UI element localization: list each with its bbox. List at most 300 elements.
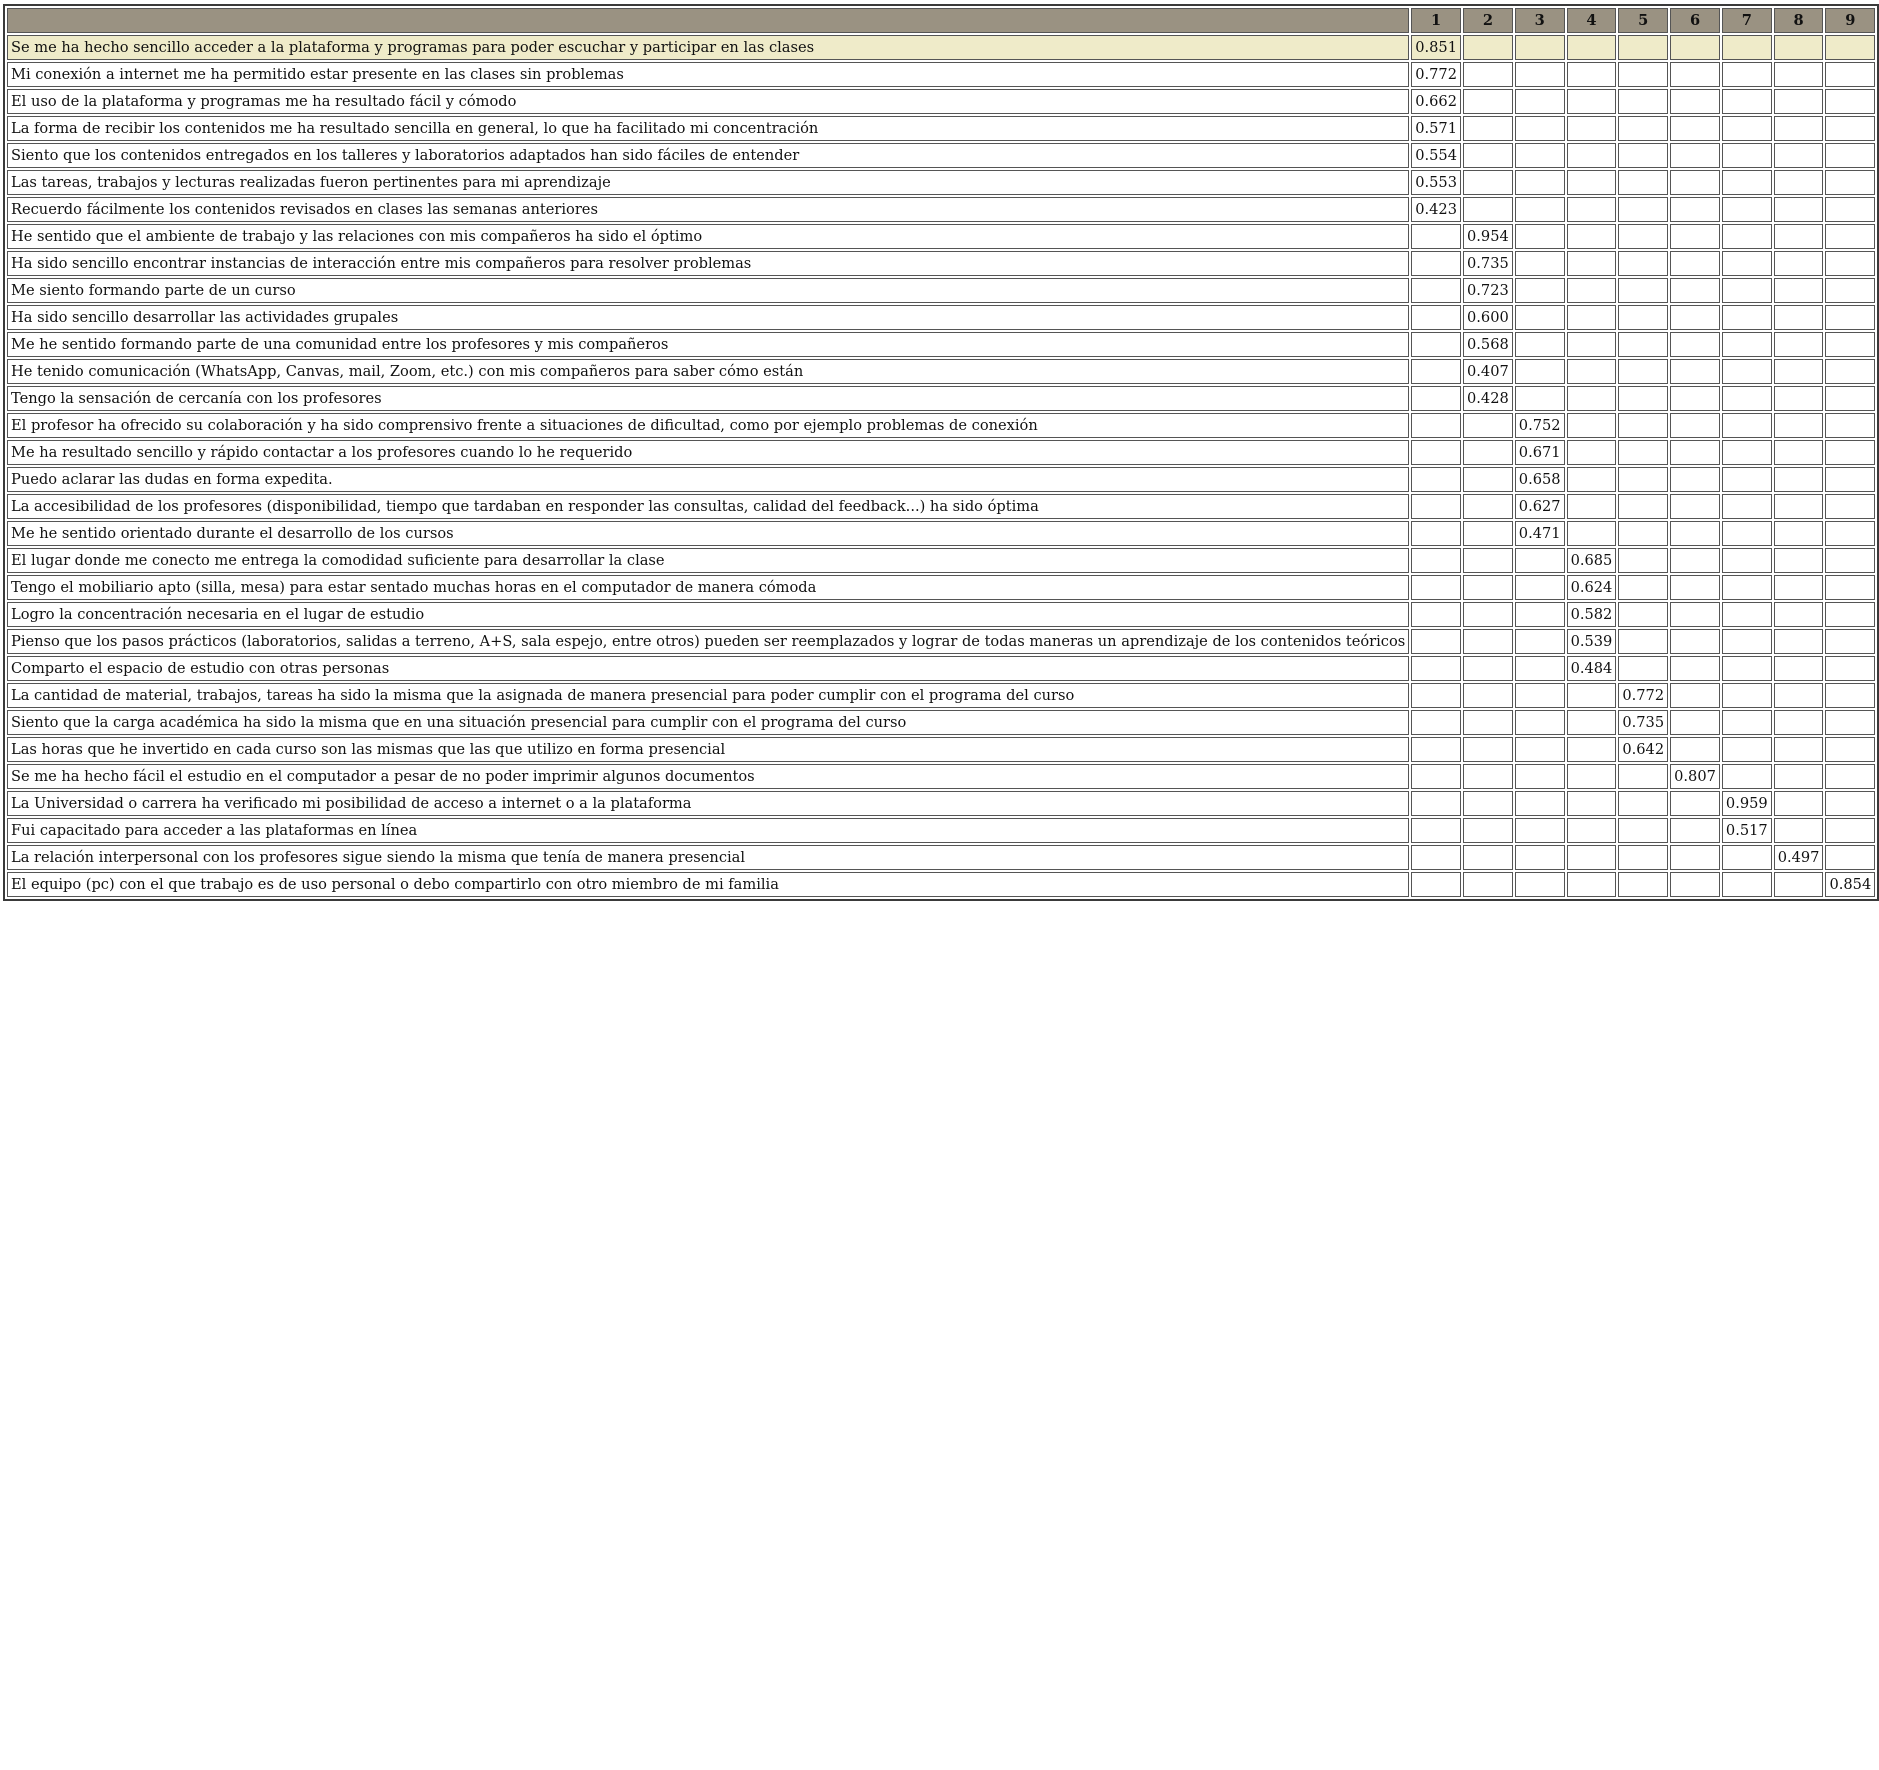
loading-cell [1515,278,1565,303]
loading-cell [1825,62,1875,87]
column-header-3[interactable]: 3 [1515,8,1565,33]
loading-cell [1463,629,1513,654]
loading-cell [1515,872,1565,897]
loading-cell [1722,494,1772,519]
loading-cell [1670,791,1720,816]
loading-cell [1515,35,1565,60]
loading-cell: 0.735 [1463,251,1513,276]
loading-cell [1670,413,1720,438]
loading-cell [1411,413,1461,438]
table-row[interactable] [7,467,1875,492]
loading-cell [1774,251,1824,276]
row-label: Comparto el espacio de estudio con otras personas [7,656,1409,681]
loading-cell [1618,224,1668,249]
loading-cell [1774,764,1824,789]
row-label: Siento que los contenidos entregados en los talleres y laboratorios adaptados han sido fáciles de entender [7,143,1409,168]
loading-cell [1463,143,1513,168]
row-label: He sentido que el ambiente de trabajo y las relaciones con mis compañeros ha sido el óptimo [7,224,1409,249]
loading-cell [1463,521,1513,546]
loading-cell [1567,737,1617,762]
row-label: El equipo (pc) con el que trabajo es de uso personal o debo compartirlo con otro miembro de mi familia [7,872,1409,897]
loading-cell [1515,602,1565,627]
table-row[interactable] [7,872,1875,897]
loading-cell [1722,116,1772,141]
loading-cell [1411,305,1461,330]
loading-cell [1567,845,1617,870]
loading-cell [1722,62,1772,87]
loading-cell [1825,467,1875,492]
table-row[interactable] [7,413,1875,438]
table-row[interactable] [7,143,1875,168]
row-label: Ha sido sencillo desarrollar las actividades grupales [7,305,1409,330]
loading-cell: 0.772 [1411,62,1461,87]
loading-cell [1411,737,1461,762]
loading-cell [1670,845,1720,870]
loading-cell [1722,845,1772,870]
row-label: Me siento formando parte de un curso [7,278,1409,303]
loading-cell [1515,548,1565,573]
table-row[interactable] [7,440,1875,465]
loading-cell [1825,278,1875,303]
loading-cell [1463,872,1513,897]
column-header-8[interactable]: 8 [1774,8,1824,33]
loading-cell [1670,251,1720,276]
loading-cell [1722,332,1772,357]
loading-cell [1411,872,1461,897]
loading-cell [1567,143,1617,168]
loading-cell [1670,656,1720,681]
loading-cell: 0.854 [1825,872,1875,897]
column-header-5[interactable]: 5 [1618,8,1668,33]
row-label: Tengo el mobiliario apto (silla, mesa) para estar sentado muchas horas en el computador de manera cómoda [7,575,1409,600]
loading-cell [1670,602,1720,627]
loading-cell [1463,818,1513,843]
loading-cell [1618,278,1668,303]
table-row[interactable] [7,656,1875,681]
row-label: La cantidad de material, trabajos, tareas ha sido la misma que la asignada de manera presencial para poder cumplir con el programa del curso [7,683,1409,708]
loading-cell [1722,251,1772,276]
column-header-4[interactable]: 4 [1567,8,1617,33]
loading-cell [1670,872,1720,897]
loading-cell [1567,197,1617,222]
table-row[interactable] [7,116,1875,141]
loading-cell [1722,656,1772,681]
loading-cell [1825,116,1875,141]
row-label: Fui capacitado para acceder a las plataformas en línea [7,818,1409,843]
loading-cell [1670,359,1720,384]
table-row[interactable] [7,494,1875,519]
loading-cell [1411,251,1461,276]
loading-cell [1618,251,1668,276]
loading-cell [1722,89,1772,114]
loading-cell [1774,440,1824,465]
loading-cell [1825,629,1875,654]
table-row[interactable] [7,359,1875,384]
loading-cell [1567,413,1617,438]
loading-cell [1825,548,1875,573]
loading-cell [1618,575,1668,600]
loading-cell [1722,602,1772,627]
table-row[interactable] [7,89,1875,114]
loading-cell: 0.568 [1463,332,1513,357]
loading-cell [1722,710,1772,735]
loading-cell [1774,602,1824,627]
row-label: Ha sido sencillo encontrar instancias de interacción entre mis compañeros para resolver problemas [7,251,1409,276]
table-row[interactable] [7,278,1875,303]
loading-cell [1774,818,1824,843]
loading-cell: 0.553 [1411,170,1461,195]
loading-cell [1515,575,1565,600]
loading-cell [1722,197,1772,222]
row-label: El lugar donde me conecto me entrega la comodidad suficiente para desarrollar la clase [7,548,1409,573]
loading-cell [1774,494,1824,519]
loading-cell [1825,170,1875,195]
row-label: Las horas que he invertido en cada curso son las mismas que las que utilizo en forma presencial [7,737,1409,762]
loading-cell [1463,413,1513,438]
loading-cell [1825,386,1875,411]
row-label: Puedo aclarar las dudas en forma expedita. [7,467,1409,492]
loading-cell [1618,143,1668,168]
row-label: Las tareas, trabajos y lecturas realizadas fueron pertinentes para mi aprendizaje [7,170,1409,195]
loading-cell [1618,359,1668,384]
loading-cell [1722,467,1772,492]
column-header-7[interactable]: 7 [1722,8,1772,33]
loading-cell [1567,710,1617,735]
loading-cell [1670,116,1720,141]
loading-cell [1567,359,1617,384]
loading-cell: 0.484 [1567,656,1617,681]
loading-cell [1463,737,1513,762]
loading-cell [1463,764,1513,789]
loading-cell [1774,791,1824,816]
loading-cell [1411,224,1461,249]
loading-cell [1411,575,1461,600]
loading-cell [1670,440,1720,465]
loading-cell: 0.423 [1411,197,1461,222]
loading-cell: 0.658 [1515,467,1565,492]
loading-cell [1774,710,1824,735]
loading-cell [1825,683,1875,708]
loading-cell [1722,548,1772,573]
loading-cell [1567,116,1617,141]
loading-cell [1463,494,1513,519]
loading-cell [1670,818,1720,843]
loading-cell [1515,629,1565,654]
loading-cell: 0.471 [1515,521,1565,546]
loading-cell [1618,521,1668,546]
loading-cell [1567,818,1617,843]
loading-cell [1515,791,1565,816]
table-row[interactable] [7,764,1875,789]
loading-cell [1825,818,1875,843]
table-row[interactable] [7,683,1875,708]
loading-cell [1774,683,1824,708]
loading-cell [1567,278,1617,303]
column-header-2[interactable]: 2 [1463,8,1513,33]
table-row[interactable] [7,197,1875,222]
loading-cell [1618,332,1668,357]
loading-cell [1618,764,1668,789]
loading-cell [1774,332,1824,357]
loading-cell [1567,791,1617,816]
table-row[interactable] [7,629,1875,654]
loading-cell [1670,386,1720,411]
table-row[interactable] [7,791,1875,816]
table-row[interactable] [7,35,1875,60]
loading-cell [1722,629,1772,654]
loading-cell [1618,35,1668,60]
row-label: Se me ha hecho sencillo acceder a la plataforma y programas para poder escuchar y participar en las clases [7,35,1409,60]
loading-cell [1722,872,1772,897]
row-label: La Universidad o carrera ha verificado mi posibilidad de acceso a internet o a la plataforma [7,791,1409,816]
loading-cell [1722,143,1772,168]
loading-cell [1411,818,1461,843]
loading-cell [1670,278,1720,303]
loading-cell [1463,467,1513,492]
loading-cell [1515,332,1565,357]
loading-cell: 0.685 [1567,548,1617,573]
loading-cell [1567,521,1617,546]
loading-cell [1825,251,1875,276]
loading-cell [1463,683,1513,708]
loading-cell [1825,197,1875,222]
loading-cell [1618,89,1668,114]
loading-cell [1670,89,1720,114]
loading-cell [1825,737,1875,762]
loading-cell [1825,332,1875,357]
column-header-1[interactable]: 1 [1411,8,1461,33]
loading-cell: 0.600 [1463,305,1513,330]
loading-cell [1411,845,1461,870]
loading-cell [1774,197,1824,222]
row-label: La forma de recibir los contenidos me ha resultado sencilla en general, lo que ha facilitado mi concentración [7,116,1409,141]
loading-cell [1722,278,1772,303]
table-row[interactable] [7,737,1875,762]
column-header-9[interactable]: 9 [1825,8,1875,33]
loading-cell [1618,116,1668,141]
loading-cell [1411,332,1461,357]
loading-cell [1515,143,1565,168]
loading-cell [1670,467,1720,492]
loading-cell [1463,845,1513,870]
loading-cell [1463,656,1513,681]
row-label: Recuerdo fácilmente los contenidos revisados en clases las semanas anteriores [7,197,1409,222]
row-label: Me he sentido orientado durante el desarrollo de los cursos [7,521,1409,546]
row-label: El uso de la plataforma y programas me ha resultado fácil y cómodo [7,89,1409,114]
table-row[interactable] [7,170,1875,195]
loadings-table-container [3,4,1879,901]
loading-cell [1411,656,1461,681]
loading-cell [1825,845,1875,870]
loading-cell: 0.954 [1463,224,1513,249]
loading-cell [1515,305,1565,330]
loading-cell [1670,224,1720,249]
loading-cell [1722,575,1772,600]
loading-cell [1722,440,1772,465]
loading-cell [1515,386,1565,411]
loading-cell [1618,170,1668,195]
loading-cell: 0.723 [1463,278,1513,303]
loading-cell: 0.407 [1463,359,1513,384]
loading-cell [1774,386,1824,411]
loading-cell: 0.497 [1774,845,1824,870]
table-row[interactable] [7,521,1875,546]
loading-cell [1567,251,1617,276]
loading-cell [1825,521,1875,546]
loading-cell [1618,791,1668,816]
loading-cell [1411,359,1461,384]
loading-cell [1411,386,1461,411]
loading-cell [1670,683,1720,708]
column-header-6[interactable]: 6 [1670,8,1720,33]
loading-cell: 0.539 [1567,629,1617,654]
loading-cell [1825,602,1875,627]
table-row[interactable] [7,305,1875,330]
row-label: He tenido comunicación (WhatsApp, Canvas, mail, Zoom, etc.) con mis compañeros para saber cómo están [7,359,1409,384]
loading-cell: 0.662 [1411,89,1461,114]
row-label: El profesor ha ofrecido su colaboración y ha sido comprensivo frente a situaciones de dificultad, como por ejemplo problemas de conexión [7,413,1409,438]
table-row[interactable] [7,710,1875,735]
loading-cell [1670,332,1720,357]
table-row[interactable] [7,602,1875,627]
loading-cell [1670,494,1720,519]
loading-cell [1411,494,1461,519]
loading-cell: 0.807 [1670,764,1720,789]
row-label: Se me ha hecho fácil el estudio en el computador a pesar de no poder imprimir algunos documentos [7,764,1409,789]
loading-cell [1515,656,1565,681]
loading-cell [1463,197,1513,222]
loading-cell [1825,305,1875,330]
loading-cell [1774,872,1824,897]
loading-cell [1670,737,1720,762]
loading-cell [1825,413,1875,438]
loading-cell [1515,737,1565,762]
header-row [7,8,1875,33]
loading-cell [1411,683,1461,708]
loading-cell [1515,197,1565,222]
loading-cell [1515,170,1565,195]
loading-cell [1463,602,1513,627]
loading-cell [1722,170,1772,195]
table-row[interactable] [7,332,1875,357]
loading-cell: 0.571 [1411,116,1461,141]
loading-cell [1515,251,1565,276]
loading-cell [1567,440,1617,465]
loading-cell [1825,143,1875,168]
loading-cell [1411,521,1461,546]
loading-cell [1774,143,1824,168]
loading-cell [1618,494,1668,519]
loading-cell [1774,656,1824,681]
loading-cell [1774,116,1824,141]
table-row[interactable] [7,251,1875,276]
loading-cell [1825,764,1875,789]
loading-cell: 0.772 [1618,683,1668,708]
table-row[interactable] [7,818,1875,843]
loading-cell [1463,575,1513,600]
loading-cell: 0.428 [1463,386,1513,411]
loading-cell [1825,440,1875,465]
loading-cell [1463,170,1513,195]
header-corner-cell [7,8,1409,33]
loading-cell [1774,35,1824,60]
loading-cell [1515,89,1565,114]
loading-cell: 0.642 [1618,737,1668,762]
loading-cell [1774,467,1824,492]
loading-cell [1722,683,1772,708]
loading-cell [1722,305,1772,330]
loading-cell [1722,737,1772,762]
table-row[interactable] [7,224,1875,249]
table-row[interactable] [7,575,1875,600]
loading-cell [1670,35,1720,60]
loading-cell [1567,467,1617,492]
loading-cell [1825,656,1875,681]
table-row[interactable] [7,62,1875,87]
row-label: Mi conexión a internet me ha permitido estar presente en las clases sin problemas [7,62,1409,87]
loading-cell [1825,575,1875,600]
table-row[interactable] [7,845,1875,870]
loading-cell [1670,170,1720,195]
loading-cell [1722,224,1772,249]
loading-cell [1463,791,1513,816]
loading-cell [1825,359,1875,384]
loading-cell: 0.627 [1515,494,1565,519]
loading-cell: 0.671 [1515,440,1565,465]
loading-cell [1618,629,1668,654]
loading-cell [1411,440,1461,465]
loading-cell [1411,548,1461,573]
loading-cell [1515,683,1565,708]
loading-cell [1618,845,1668,870]
loading-cell [1618,602,1668,627]
row-label: Tengo la sensación de cercanía con los profesores [7,386,1409,411]
loading-cell [1670,710,1720,735]
loading-cell [1618,818,1668,843]
loading-cell [1722,764,1772,789]
table-row[interactable] [7,386,1875,411]
loading-cell [1825,35,1875,60]
loading-cell [1463,440,1513,465]
row-label: Me he sentido formando parte de una comunidad entre los profesores y mis compañeros [7,332,1409,357]
loading-cell [1567,224,1617,249]
loading-cell [1515,764,1565,789]
loading-cell [1670,143,1720,168]
loading-cell [1567,305,1617,330]
loading-cell [1670,62,1720,87]
loading-cell [1567,683,1617,708]
loading-cell [1825,224,1875,249]
loading-cell [1722,521,1772,546]
loading-cell [1774,575,1824,600]
loading-cell [1722,359,1772,384]
loading-cell [1670,548,1720,573]
table-row[interactable] [7,548,1875,573]
loading-cell [1411,764,1461,789]
loading-cell [1825,710,1875,735]
loading-cell [1515,224,1565,249]
loading-cell [1825,89,1875,114]
loading-cell [1463,710,1513,735]
loading-cell [1567,494,1617,519]
loading-cell [1618,467,1668,492]
loading-cell: 0.851 [1411,35,1461,60]
loading-cell [1774,170,1824,195]
loading-cell [1670,305,1720,330]
loading-cell [1411,791,1461,816]
loading-cell [1567,872,1617,897]
loading-cell [1515,818,1565,843]
